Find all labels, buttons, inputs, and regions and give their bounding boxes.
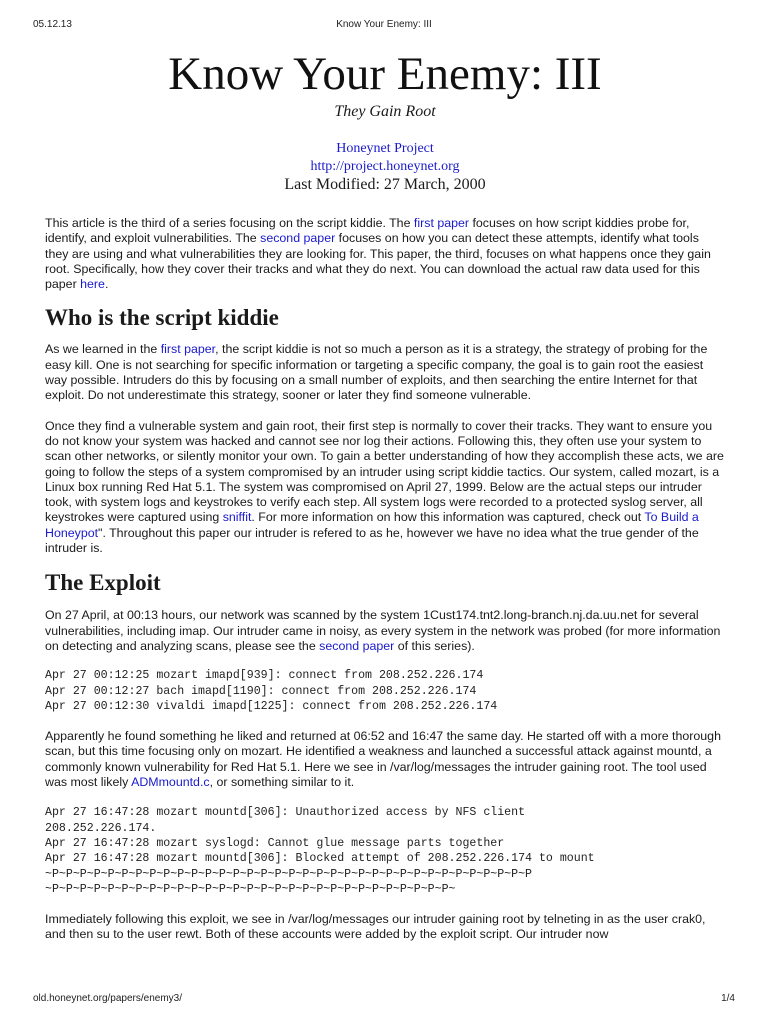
exploit-paragraph-1: On 27 April, at 00:13 hours, our network was scanned by the system 1Cust174.tnt2.long-branch.nj.da.uu.net for several vulnerabilities, including imap. Our intruder came in noisy, as every system in the network was probed (for more information on detecting and analyzing scans, please see the second paper of this series). (45, 608, 721, 653)
honeypot-link[interactable]: To Build a Honeypot (45, 510, 699, 540)
article (45, 46, 725, 943)
admmountd-link[interactable]: ADMmountd.c (131, 775, 210, 790)
second-paper-link-2[interactable]: second paper (319, 638, 395, 653)
author-link[interactable]: Honeynet Project (336, 141, 434, 156)
print-title: Know Your Enemy: III (336, 19, 432, 30)
sniffit-link[interactable]: sniffit (222, 510, 252, 525)
exploit-paragraph-2: Apparently he found something he liked and returned at 06:52 and 16:47 the same day. He started off with a more thorough scan, but this time focusing only on mozart. He identified a weakness and launched a successful attack against mountd, a commonly known vulnerability for Red Hat 5.1. Here we see in /var/log/messages the intruder gaining root. The tool used was most likely ADMmountd.c, or something similar to it. (45, 729, 721, 790)
page-title: Know Your Enemy: III (168, 48, 602, 100)
script-kiddie-paragraph-2: Once they find a vulnerable system and gain root, their first step is normally to cover their tracks. They want to ensure you do not know your system was hacked and cannot see nor log their actions. Following this, they often use your system to scan other networks, or silently monitor your own. To gain a better understanding of how they accomplish these acts, we are going to follow the steps of a system compromised by an intruder using script kiddie tactics. Our system, called mozart, is a Linux box running Red Hat 5.1. The system was compromised on April 27, 1999. Below are the actual steps our intruder took, with system logs and keystrokes to verify each step. All system logs were recorded to a protected syslog server, all keystrokes were captured using sniffit. For more information on how this information was captured, check out To Build a Honeypot". Throughout this paper our intruder is refered to as he, however we have no idea what the true gender of the intruder is. (45, 418, 724, 556)
first-paper-link[interactable]: first paper (413, 216, 470, 230)
print-url: old.honeynet.org/papers/enemy3/ (33, 993, 182, 1004)
author-block (45, 140, 725, 194)
imap-connect-log: Apr 27 00:12:25 mozart imapd[939]: connect from 208.252.226.174 Apr 27 00:12:27 bach imapd[1190]: connect from 208.252.226.174 Apr 27 00:12:30 vivaldi imapd[1225]: connect from 208.252.226.174 (45, 669, 498, 713)
print-page-number: 1/4 (721, 993, 735, 1004)
print-header (33, 19, 735, 30)
first-paper-link-2[interactable]: first paper (160, 342, 216, 357)
last-modified: Last Modified: 27 March, 2000 (284, 176, 486, 193)
print-footer (33, 993, 735, 1004)
mountd-exploit-log: Apr 27 16:47:28 mozart mountd[306]: Unauthorized access by NFS client 208.252.226.174. Apr 27 16:47:28 mozart syslogd: Cannot glue message parts together Apr 27 16:47:28 mozart mountd[306]: Blocked attempt of 208.252.226.174 to mount ~P~P~P~P~P~P~P~P~P~P~P~P~P~P~P~P~P~P~P~P~P~P~P~P~P~P~P~P~P~P~P~P~P~P~P ~P~P~P~P~P~P~P~P~P~P~P~P~P~P~P~P~P~P~P~P~P~P~P~P~P~P~P~P~P~ (45, 806, 595, 896)
intro-paragraph: This article is the third of a series focusing on the script kiddie. The first paper focuses on how script kiddies probe for, identify, and exploit vulnerabilities. The second paper focuses on how you can detect these attempts, identify what tools they are using and what vulnerabilities they are looking for. This paper, the third, focuses on what happens once they gain root. Specifically, how they cover their tracks and what they do next. You can download the actual raw data used for this paper here. (45, 216, 711, 292)
page-subtitle: They Gain Root (334, 103, 436, 120)
author-url-link[interactable]: http://project.honeynet.org (310, 159, 460, 174)
section-heading-script-kiddie: Who is the script kiddie (45, 305, 279, 331)
print-date: 05.12.13 (33, 19, 72, 30)
exploit-paragraph-3: Immediately following this exploit, we see in /var/log/messages our intruder gaining root by telneting in as the user crak0, and then su to the user rewt. Both of these accounts were added by the exploit script. Our intruder now (45, 912, 706, 942)
script-kiddie-paragraph-1: As we learned in the first paper, the script kiddie is not so much a person as it is a strategy, the strategy of probing for the easy kill. One is not searching for specific information or targeting a specific company, the goal is to gain root the easiest way possible. Intruders do this by focusing on a small number of exploits, and then searching the entire Internet for that exploit. Do not underestimate this strategy, sooner or later they find someone vulnerable. (45, 342, 708, 403)
section-heading-exploit: The Exploit (45, 570, 161, 596)
second-paper-link[interactable]: second paper (260, 231, 336, 246)
raw-data-link[interactable]: here (80, 277, 105, 292)
